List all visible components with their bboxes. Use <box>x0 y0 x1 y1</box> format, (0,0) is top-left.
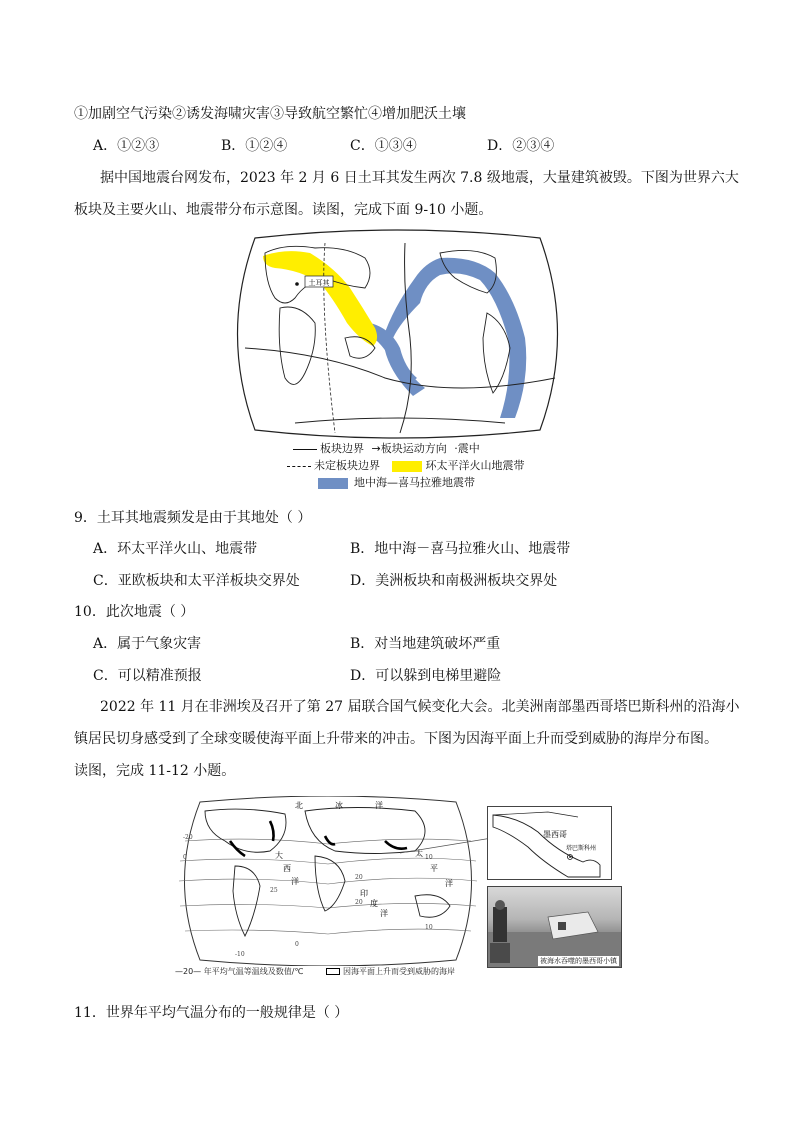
blue-swatch-icon <box>318 478 348 489</box>
q10-option-a[interactable]: A．属于气象灾害 <box>93 636 202 652</box>
q10-option-c[interactable]: C．可以精准预报 <box>93 668 202 684</box>
yellow-swatch-icon <box>392 461 422 472</box>
ocean-label: 洋 <box>380 909 388 918</box>
passage1-line1: 据中国地震台网发布，2023 年 2 月 6 日土耳其发生两次 7.8 级地震，大量建筑被毁。下图为世界六大 <box>100 170 739 186</box>
inset-state-label: 塔巴斯科州 <box>566 845 597 852</box>
ocean-label: 洋 <box>445 879 453 888</box>
arrow-icon: → <box>371 442 381 455</box>
ocean-label: 北 <box>295 801 303 810</box>
ocean-label: 印 <box>360 889 368 898</box>
ocean-label: 冰 <box>335 801 343 810</box>
isotherm-value: -10 <box>235 951 245 958</box>
isotherm-value: 0 <box>295 941 299 948</box>
coast-legend: 因海平面上升而受到威胁的海岸 <box>326 966 455 977</box>
ocean-label: 洋 <box>375 801 383 810</box>
isotherm-legend: —20— 年平均气温等温线及数值/℃ <box>175 967 304 976</box>
plate-map <box>225 228 570 440</box>
photo-caption: 被海水吞噬的墨西哥小镇 <box>540 957 617 965</box>
passage2-line3: 读图，完成 11-12 小题。 <box>74 763 236 779</box>
q9-option-c[interactable]: C．亚欧板块和太平洋板块交界处 <box>93 573 300 589</box>
turkey-label: 土耳其 <box>308 279 330 287</box>
isotherm-value: 10 <box>425 924 433 931</box>
isotherm-value: -20 <box>183 834 193 841</box>
legend-row-3: 地中海—喜马拉雅地震带 <box>318 474 475 490</box>
ocean-label: 西 <box>283 864 291 873</box>
q8-option-b[interactable]: B．①②④ <box>221 138 288 154</box>
statement-options: ①加剧空气污染②诱发海啸灾害③导致航空繁忙④增加肥沃土壤 <box>74 106 466 122</box>
pointer-line <box>400 835 500 855</box>
q10-option-d[interactable]: D．可以躲到电梯里避险 <box>350 668 502 684</box>
plate-boundary-line-icon <box>293 449 317 450</box>
ocean-label: 度 <box>370 899 378 908</box>
q9-option-d[interactable]: D．美洲板块和南极洲板块交界处 <box>350 573 558 589</box>
q11-stem: 11．世界年平均气温分布的一般规律是（ ） <box>74 1005 349 1021</box>
q9-stem: 9．土耳其地震频发是由于其地处（ ） <box>74 510 312 526</box>
isotherm-value: 20 <box>355 899 363 906</box>
q10-option-b[interactable]: B．对当地建筑破坏严重 <box>350 636 501 652</box>
q10-stem: 10．此次地震（ ） <box>74 604 195 620</box>
coast-swatch-icon <box>326 968 340 975</box>
ocean-label: 平 <box>430 864 438 873</box>
isotherm-value: 10 <box>425 854 433 861</box>
isotherm-value: 20 <box>355 874 363 881</box>
q9-option-b[interactable]: B．地中海－喜马拉雅火山、地震带 <box>350 541 571 557</box>
q8-option-d[interactable]: D．②③④ <box>487 138 555 154</box>
passage1-line2: 板块及主要火山、地震带分布示意图。读图，完成下面 9-10 小题。 <box>74 202 493 218</box>
q9-option-a[interactable]: A．环太平洋火山、地震带 <box>93 541 258 557</box>
isotherm-value: 25 <box>270 887 278 894</box>
plate-map-svg <box>225 228 570 440</box>
inset-country-label: 墨西哥 <box>543 830 567 839</box>
legend-row-2: 未定板块边界 环太平洋火山地震带 <box>287 457 525 473</box>
passage2-line1: 2022 年 11 月在非洲埃及召开了第 27 届联合国气候变化大会。北美洲南部墨西哥塔巴斯科州的沿海小 <box>100 699 740 715</box>
ocean-label: 洋 <box>291 877 299 886</box>
mexico-inset-map <box>487 806 612 880</box>
legend-row-1: 板块边界 →板块运动方向 ·震中 <box>293 440 480 456</box>
undetermined-boundary-icon <box>287 466 311 467</box>
passage2-line2: 镇居民切身感受到了全球变暖使海平面上升带来的冲击。下图为因海平面上升而受到威胁的海岸分布图。 <box>74 731 718 747</box>
sea-level-map-svg <box>175 796 481 966</box>
flood-photo <box>487 886 622 968</box>
q8-option-c[interactable]: C．①③④ <box>350 138 417 154</box>
ocean-label: 大 <box>275 851 283 860</box>
isotherm-value: 0 <box>183 854 187 861</box>
mexico-inset-svg <box>488 807 611 879</box>
sea-level-map <box>175 796 481 966</box>
q8-option-a[interactable]: A．①②③ <box>93 138 160 154</box>
flood-photo-svg <box>488 887 621 967</box>
epicenter-dot <box>295 282 299 286</box>
ocean-label: 太 <box>415 849 423 858</box>
